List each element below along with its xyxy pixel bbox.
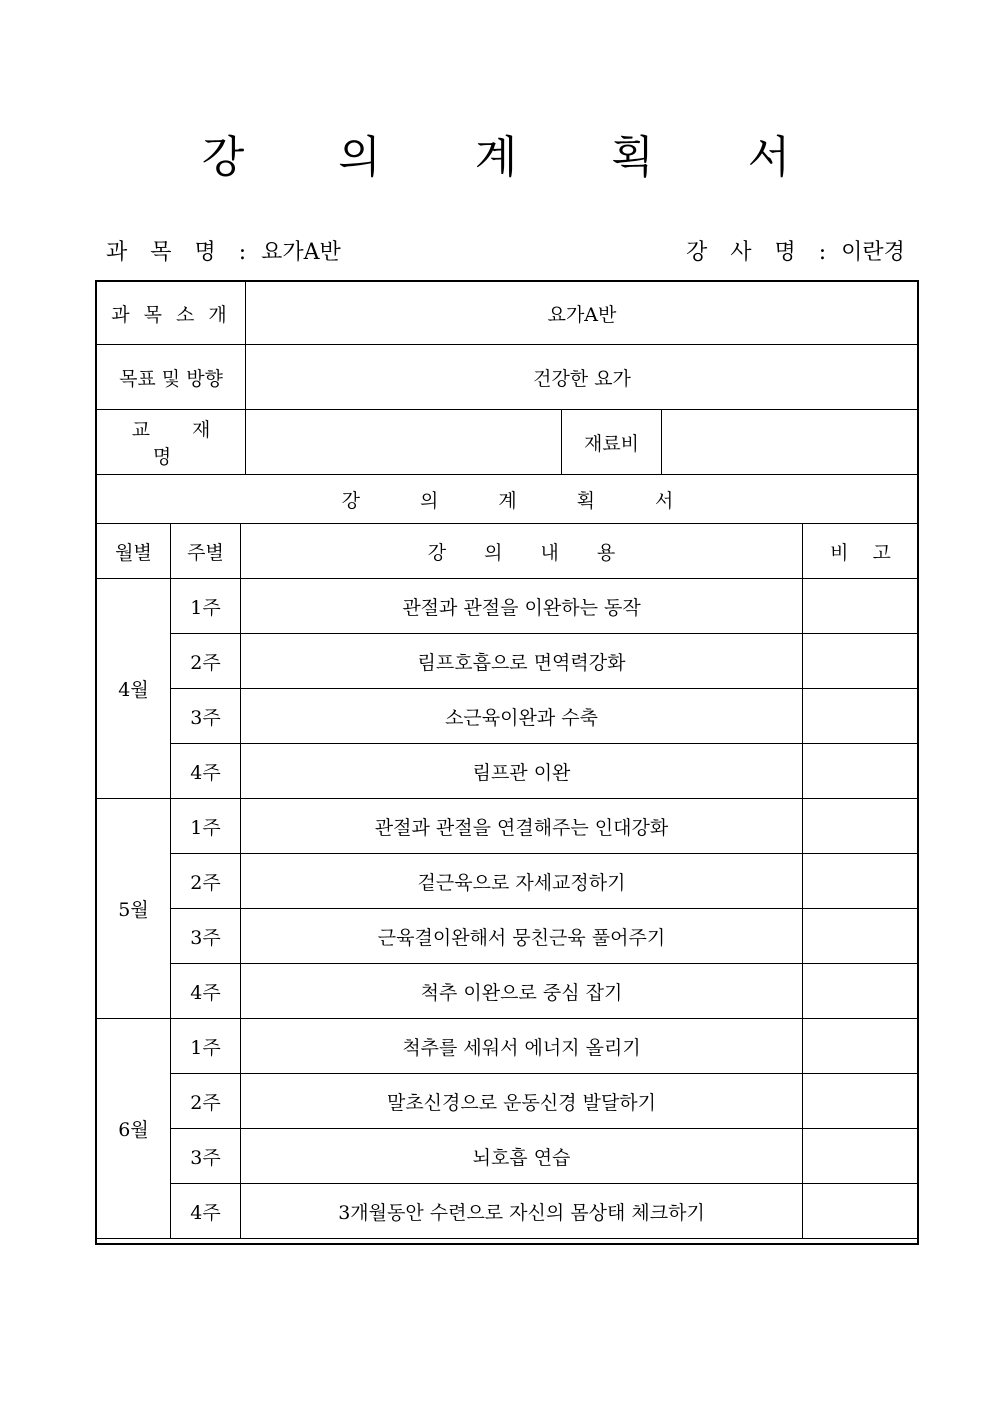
table-row [97, 1184, 919, 1239]
textbook-label: 교 재 명 [97, 410, 246, 475]
table-row [97, 1129, 919, 1184]
table-row [97, 1019, 919, 1074]
content-cell: 관절과 관절을 이완하는 동작 [241, 579, 803, 634]
textbook-value [246, 410, 562, 475]
content-cell: 척추 이완으로 중심 잡기 [241, 964, 803, 1019]
note-cell [803, 579, 919, 634]
week-cell: 1주 [171, 799, 241, 854]
week-cell: 3주 [171, 909, 241, 964]
header-week: 주별 [171, 524, 241, 579]
content-cell: 겉근육으로 자세교정하기 [241, 854, 803, 909]
content-cell: 림프관 이완 [241, 744, 803, 799]
instructor-value: 이란경 [841, 240, 905, 265]
intro-value: 요가A반 [246, 282, 919, 345]
note-cell [803, 1019, 919, 1074]
instructor-label: 강 사 명 : [686, 240, 835, 265]
table-row [97, 1074, 919, 1129]
content-cell: 근육결이완해서 뭉친근육 풀어주기 [241, 909, 803, 964]
subject-line [106, 236, 341, 270]
content-cell: 척추를 세워서 에너지 올리기 [241, 1019, 803, 1074]
content-cell: 관절과 관절을 연결해주는 인대강화 [241, 799, 803, 854]
table-row [97, 854, 919, 909]
note-cell [803, 1129, 919, 1184]
lecture-plan-table [96, 474, 919, 1239]
plan-title: 강의계획서 [97, 475, 919, 524]
month-cell: 5월 [97, 799, 171, 1019]
plan-title-row [97, 475, 919, 524]
note-cell [803, 1074, 919, 1129]
week-cell: 4주 [171, 964, 241, 1019]
table-row [97, 634, 919, 689]
subject-value: 요가A반 [261, 240, 341, 265]
week-cell: 4주 [171, 1184, 241, 1239]
goal-label: 목표 및 방향 [97, 345, 246, 410]
intro-label: 과 목 소 개 [97, 282, 246, 345]
header-note: 비고 [803, 524, 919, 579]
note-cell [803, 689, 919, 744]
note-cell [803, 1184, 919, 1239]
month-cell: 4월 [97, 579, 171, 799]
material-fee-value [662, 410, 919, 475]
course-info-table [96, 281, 919, 475]
table-row [97, 579, 919, 634]
week-cell: 2주 [171, 1074, 241, 1129]
table-row [97, 964, 919, 1019]
material-fee-label: 재료비 [562, 410, 662, 475]
header-month: 월별 [97, 524, 171, 579]
document-title: 강 의 계 획 서 [201, 132, 831, 183]
table-row [97, 744, 919, 799]
content-cell: 림프호흡으로 면역력강화 [241, 634, 803, 689]
week-cell: 4주 [171, 744, 241, 799]
week-cell: 2주 [171, 634, 241, 689]
goal-value: 건강한 요가 [246, 345, 919, 410]
week-cell: 1주 [171, 1019, 241, 1074]
table-row [97, 689, 919, 744]
week-cell: 3주 [171, 1129, 241, 1184]
instructor-line [686, 236, 905, 270]
note-cell [803, 909, 919, 964]
content-cell: 소근육이완과 수축 [241, 689, 803, 744]
note-cell [803, 964, 919, 1019]
note-cell [803, 744, 919, 799]
content-cell: 3개월동안 수련으로 자신의 몸상태 체크하기 [241, 1184, 803, 1239]
table-row [97, 799, 919, 854]
plan-header-row [97, 524, 919, 579]
note-cell [803, 854, 919, 909]
textbook-row [97, 410, 919, 475]
header-content: 강의내용 [241, 524, 803, 579]
note-cell [803, 634, 919, 689]
content-cell: 말초신경으로 운동신경 발달하기 [241, 1074, 803, 1129]
intro-row [97, 282, 919, 345]
subject-label: 과 목 명 : [106, 240, 255, 265]
month-cell: 6월 [97, 1019, 171, 1239]
week-cell: 2주 [171, 854, 241, 909]
note-cell [803, 799, 919, 854]
week-cell: 1주 [171, 579, 241, 634]
content-cell: 뇌호흡 연습 [241, 1129, 803, 1184]
week-cell: 3주 [171, 689, 241, 744]
goal-row [97, 345, 919, 410]
table-row [97, 909, 919, 964]
